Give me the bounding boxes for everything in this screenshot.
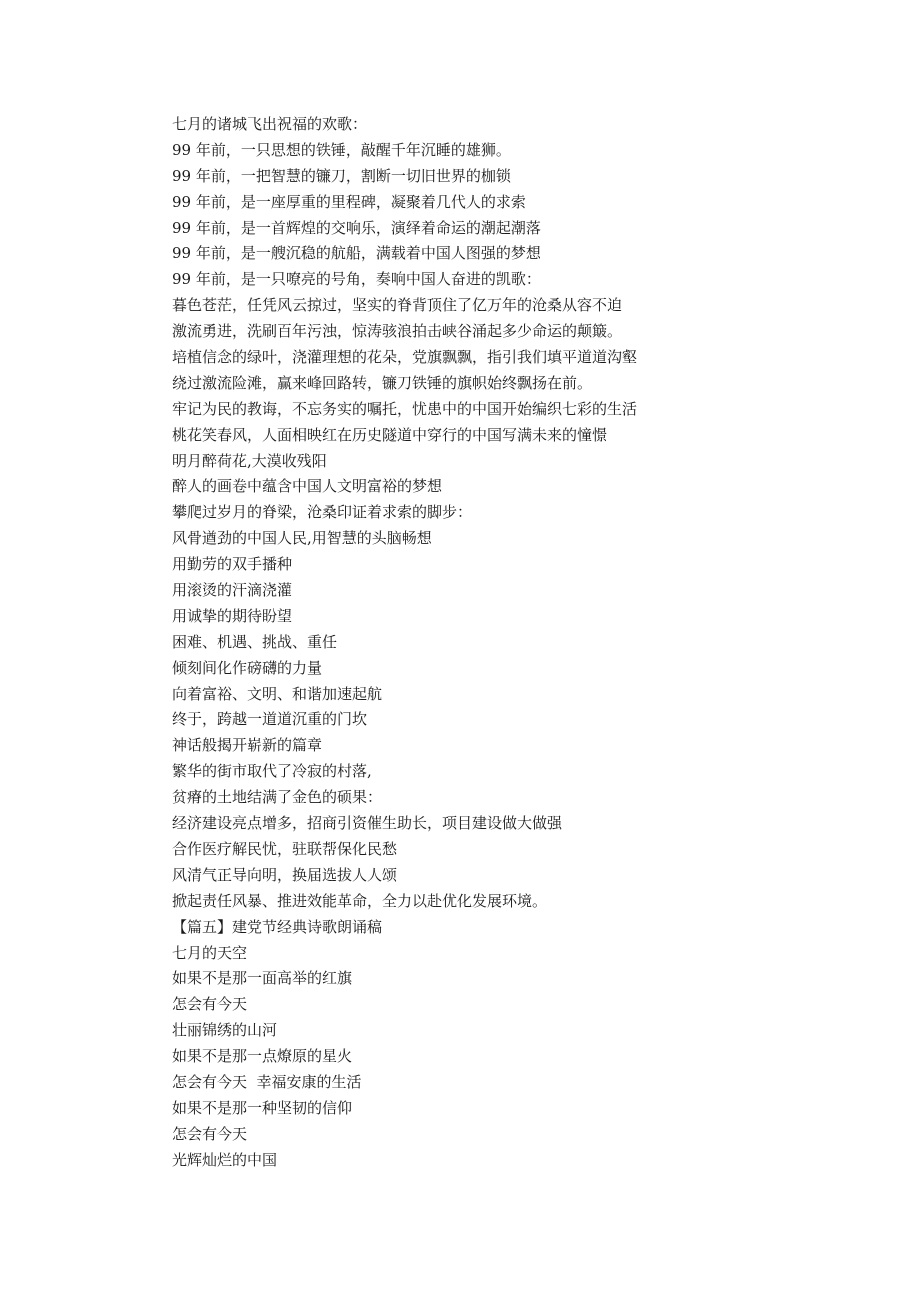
text-line: 明月醉荷花,大漠收残阳 <box>172 451 327 470</box>
poem-line: 如果不是那一点燎原的星火 <box>172 1047 353 1066</box>
text-line: 神话般揭开崭新的篇章 <box>172 736 323 755</box>
text-line: 风清气正导向明，换届选拔人人颂 <box>172 865 398 884</box>
text-line: 困难、机遇、挑战、重任 <box>172 632 338 651</box>
poem-line: 怎会有今天 幸福安康的生活 <box>172 1072 362 1091</box>
text-line: 激流勇进，洗刷百年污浊，惊涛骇浪拍击峡谷涌起多少命运的颠簸。 <box>172 322 623 341</box>
text-line: 贫瘠的土地结满了金色的硕果： <box>172 788 383 807</box>
text-line: 桃花笑春风，人面相映红在历史隧道中穿行的中国写满未来的憧憬 <box>172 425 608 444</box>
text-line: 暮色苍茫，任凭风云掠过，坚实的脊背顶住了亿万年的沧桑从容不迫 <box>172 296 623 315</box>
text-line: 繁华的街市取代了冷寂的村落, <box>172 762 372 781</box>
text-line: 99 年前，是一艘沉稳的航船，满载着中国人图强的梦想 <box>172 244 541 263</box>
text-line: 用勤劳的双手播种 <box>172 555 293 574</box>
text-line: 99 年前，是一首辉煌的交响乐，演绎着命运的潮起潮落 <box>172 218 541 237</box>
text-line: 牢记为民的教诲，不忘务实的嘱托，忧患中的中国开始编织七彩的生活 <box>172 399 638 418</box>
text-line: 倾刻间化作磅礴的力量 <box>172 658 323 677</box>
text-line: 99 年前，是一只嘹亮的号角，奏响中国人奋进的凯歌： <box>172 270 541 289</box>
poem-line: 怎会有今天 <box>172 995 248 1014</box>
text-line: 培植信念的绿叶，浇灌理想的花朵，党旗飘飘，指引我们填平道道沟壑 <box>172 348 638 367</box>
text-line: 99 年前，一把智慧的镰刀，割断一切旧世界的枷锁 <box>172 166 511 185</box>
poem-line: 光辉灿烂的中国 <box>172 1150 278 1169</box>
text-line: 向着富裕、文明、和谐加速起航 <box>172 684 383 703</box>
text-line: 合作医疗解民忧，驻联帮保化民愁 <box>172 839 398 858</box>
text-line: 绕过激流险滩，赢来峰回路转，镰刀铁锤的旗帜始终飘扬在前。 <box>172 373 593 392</box>
text-line: 经济建设亮点增多，招商引资催生助长，项目建设做大做强 <box>172 814 563 833</box>
poem-line: 如果不是那一种坚韧的信仰 <box>172 1098 353 1117</box>
poem-line: 七月的天空 <box>172 943 248 962</box>
section-heading: 【篇五】建党节经典诗歌朗诵稿 <box>172 917 383 936</box>
poem-line: 如果不是那一面高举的红旗 <box>172 969 353 988</box>
text-line: 99 年前，一只思想的铁锤，敲醒千年沉睡的雄狮。 <box>172 140 511 159</box>
text-line: 终于，跨越一道道沉重的门坎 <box>172 710 368 729</box>
text-line: 七月的诸城飞出祝福的欢歌： <box>172 115 368 133</box>
text-line: 用诚挚的期待盼望 <box>172 606 293 625</box>
text-line: 攀爬过岁月的脊梁，沧桑印证着求索的脚步： <box>172 503 473 522</box>
document-body <box>172 112 892 1174</box>
text-line: 醉人的画卷中蕴含中国人文明富裕的梦想 <box>172 477 443 496</box>
text-line: 掀起责任风暴、推进效能革命，全力以赴优化发展环境。 <box>172 891 548 910</box>
text-line: 用滚烫的汗滴浇灌 <box>172 581 293 600</box>
poem-line: 怎会有今天 <box>172 1124 248 1143</box>
poem-line: 壮丽锦绣的山河 <box>172 1021 278 1040</box>
text-line: 风骨遒劲的中国人民,用智慧的头脑畅想 <box>172 529 432 548</box>
text-line: 99 年前，是一座厚重的里程碑，凝聚着几代人的求索 <box>172 192 526 211</box>
